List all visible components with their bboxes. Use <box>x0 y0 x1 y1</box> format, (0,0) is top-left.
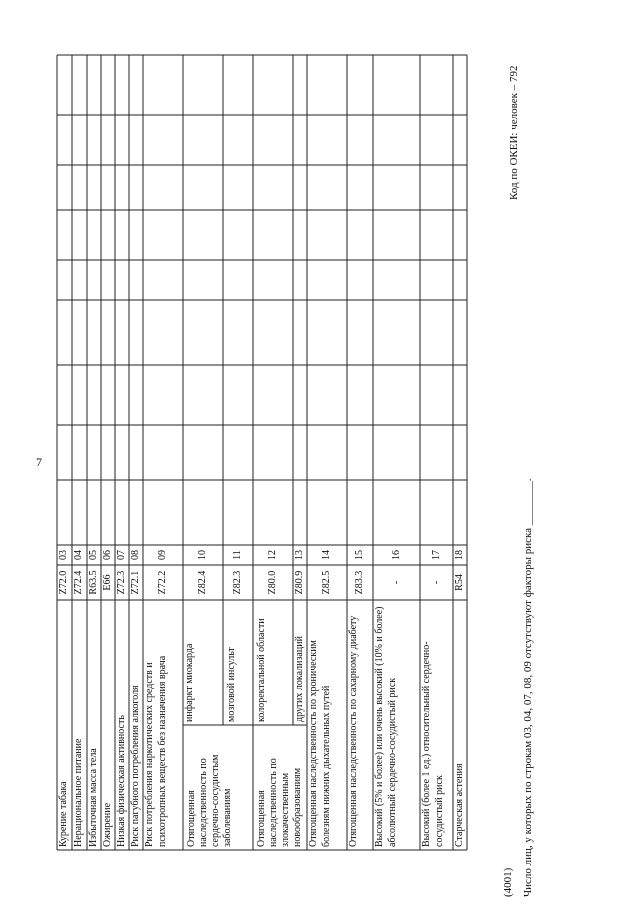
row-12-name: колоректальной области <box>256 618 267 722</box>
row-17-number: 17 <box>430 550 442 560</box>
okei-code: Код по ОКЕИ: человек – 792 <box>508 65 520 200</box>
row-09-name: Риск потребления наркотических средств и психотропных веществ без назначения врача <box>144 655 168 847</box>
row-03-code: Z72.0 <box>58 570 69 595</box>
row-11-name: мозговой инсульт <box>226 647 237 722</box>
row-07-name: Низкая физическая активность <box>116 715 127 847</box>
row-08-code: Z72.1 <box>130 570 141 595</box>
row-18-code: R54 <box>454 574 465 591</box>
row-13-code: Z80.9 <box>294 570 306 595</box>
row-03-number: 03 <box>58 550 69 560</box>
row-10-name: инфаркт миокарда <box>184 643 195 722</box>
row-06-name: Ожирение <box>102 802 113 847</box>
row-06-code: E66 <box>102 574 113 591</box>
row-14-name: Отягощенная наследственность по хроническим болезням нижних дыхательных путей <box>308 640 332 847</box>
row-05-name: Избыточная масса тела <box>88 748 99 847</box>
form-code: (4001) <box>502 867 514 897</box>
row-07-number: 07 <box>116 550 127 560</box>
risk-absence-note: Число лиц, у которых по строкам 03, 04, 07, 08, 09 отсутствуют факторы риска ________. <box>522 478 534 897</box>
row-13-number: 13 <box>294 550 306 560</box>
row-07-code: Z72.3 <box>116 570 127 595</box>
row-06-number: 06 <box>102 550 113 560</box>
row-12-number: 12 <box>267 550 279 560</box>
row-17-code: - <box>430 580 442 585</box>
row-13-name: других локализаций <box>294 636 305 722</box>
row-15-code: Z83.3 <box>354 570 366 595</box>
row-15-number: 15 <box>354 550 366 560</box>
row-16-name: Высокий (5% и более) или очень высокий (10% и более) абсолютный сердечно-сосудистый риск <box>374 606 398 847</box>
row-10-code: Z82.4 <box>197 570 209 595</box>
row-05-number: 05 <box>88 550 99 560</box>
row-09-code: Z72.2 <box>157 570 169 595</box>
group-cardio-heredity: Отягощенная наследственность по сердечно-сосудистым заболеваниям <box>186 754 233 847</box>
row-08-name: Риск пагубного потребления алкоголя <box>130 685 141 847</box>
row-09-number: 09 <box>157 550 169 560</box>
row-03-name: Курение табака <box>58 781 69 847</box>
row-16-code: - <box>390 580 402 585</box>
group-onco-heredity: Отягощенная наследственность по злокачественным новообразованиям <box>256 758 303 847</box>
row-10-number: 10 <box>197 550 209 560</box>
row-12-code: Z80.0 <box>267 570 279 595</box>
row-08-number: 08 <box>130 550 141 560</box>
row-14-number: 14 <box>321 550 333 560</box>
row-18-number: 18 <box>454 550 465 560</box>
row-04-number: 04 <box>73 550 84 560</box>
page-number: 7 <box>36 455 42 469</box>
row-16-number: 16 <box>390 550 402 560</box>
row-05-code: R63.5 <box>88 570 99 595</box>
row-04-name: Нерациональное питание <box>73 738 84 847</box>
row-04-code: Z72.4 <box>73 570 84 595</box>
row-17-name: Высокий (более 1 ед.) относительный сердечно-сосудистый риск <box>421 641 445 847</box>
row-11-number: 11 <box>232 550 244 560</box>
row-14-code: Z82.5 <box>321 570 333 595</box>
row-11-code: Z82.3 <box>232 570 244 595</box>
row-18-name: Старческая астения <box>454 763 465 847</box>
row-15-name: Отягощенная наследственность по сахарному диабету <box>348 615 359 847</box>
